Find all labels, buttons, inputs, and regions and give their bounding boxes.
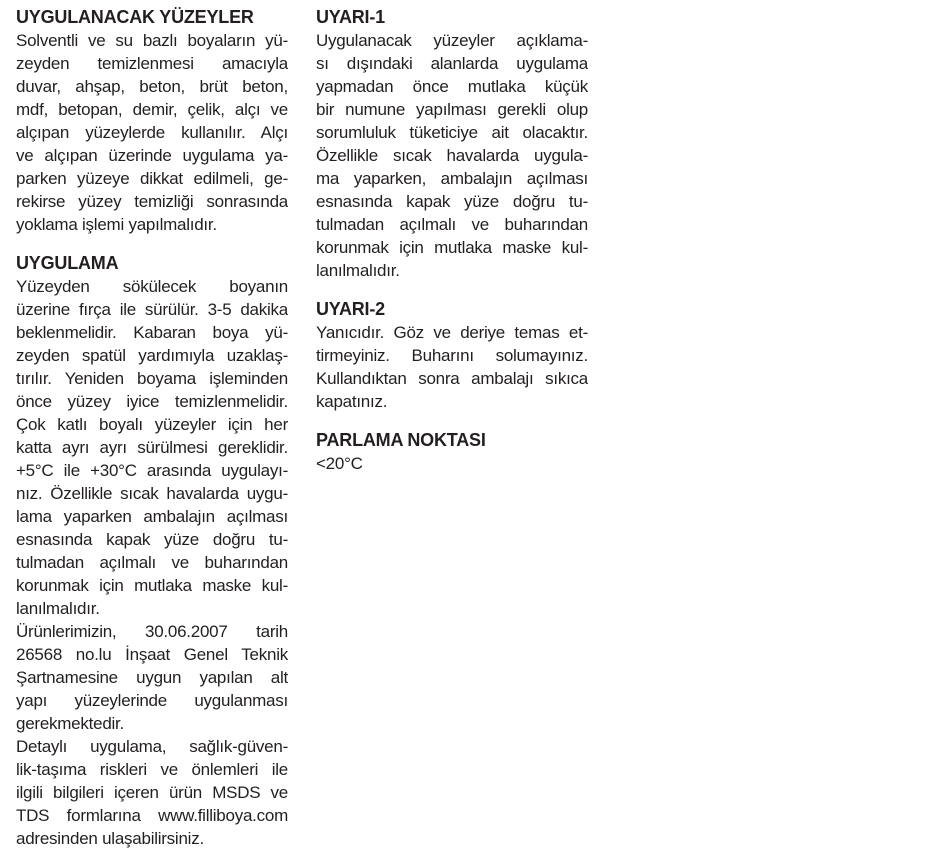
text-line: Detaylı uygulama, sağlık-güven- (16, 737, 288, 756)
section-heading: UYARI-1 (316, 7, 385, 27)
section (16, 6, 288, 236)
text-line: esnasında kapak yüze doğru tu- (16, 530, 288, 549)
text-line: Ürünlerimizin, 30.06.2007 tarih (16, 622, 288, 641)
paragraph (16, 29, 288, 236)
text-line: ma yaparken, ambalajın açılması (316, 169, 588, 188)
text-line: zeyden spatül yardımıyla uzaklaş- (16, 346, 288, 365)
text-line: Özellikle sıcak havalarda uygula- (316, 146, 588, 165)
text-line: yoklama işlemi yapılmalıdır. (16, 215, 217, 234)
text-line: gerekmektedir. (16, 714, 124, 733)
paragraph (316, 29, 588, 282)
paragraph (16, 620, 288, 735)
text-line: üzerine fırça ile sürülür. 3-5 dakika (16, 300, 288, 319)
text-line: Uygulanacak yüzeyler açıklama- (316, 31, 588, 50)
text-line: parken yüzeye dikkat edilmeli, ge- (16, 169, 288, 188)
text-line: sorumluluk tüketiciye ait olacaktır. (316, 123, 588, 142)
text-line: ilgili bilgileri içeren ürün MSDS ve (16, 783, 288, 802)
text-line: önce yüzey iyice temizlenmelidir. (16, 392, 288, 411)
text-line: yapmadan önce mutlaka küçük (316, 77, 588, 96)
text-line: esnasında kapak yüze doğru tu- (316, 192, 588, 211)
text-line: rekirse yüzey temizliği sonrasında (16, 192, 288, 211)
text-line: beklenmelidir. Kabaran boya yü- (16, 323, 288, 342)
paragraph (16, 275, 288, 620)
text-line: duvar, ahşap, beton, brüt beton, (16, 77, 288, 96)
text-line: <20°C (316, 454, 363, 473)
text-line: sı dışındaki alanlarda uygulama (316, 54, 588, 73)
text-line: alçıpan yüzeylerde kullanılır. Alçı (16, 123, 288, 142)
section-heading: UYGULAMA (16, 253, 119, 273)
text-line: lama yaparken ambalajın açılması (16, 507, 288, 526)
text-line: lanılmalıdır. (316, 261, 400, 280)
paragraph (16, 735, 288, 850)
text-line: Solventli ve su bazlı boyaların yü- (16, 31, 288, 50)
text-line: tulmadan açılmalı ve buharından (316, 215, 588, 234)
text-line: nız. Özellikle sıcak havalarda uygu- (16, 484, 288, 503)
section-heading: PARLAMA NOKTASI (316, 430, 486, 450)
text-line: korunmak için mutlaka maske kul- (316, 238, 588, 257)
text-line: 26568 no.lu İnşaat Genel Teknik (16, 645, 288, 664)
text-line: Çok katlı boyalı yüzeyler için her (16, 415, 288, 434)
section-heading: UYARI-2 (316, 299, 385, 319)
text-line: kapatınız. (316, 392, 388, 411)
text-line: bir numune yapılması gerekli olup (316, 100, 588, 119)
text-line: +5°C ile +30°C arasında uygulayı- (16, 461, 288, 480)
section (16, 252, 288, 850)
text-line: yapı yüzeylerinde uygulanması (16, 691, 288, 710)
right-column (316, 6, 588, 491)
text-line: lanılmalıdır. (16, 599, 100, 618)
text-line: ve alçıpan üzerinde uygulama ya- (16, 146, 288, 165)
text-line: lik-taşıma riskleri ve önlemleri ile (16, 760, 288, 779)
text-line: Yüzeyden sökülecek boyanın (16, 277, 288, 296)
text-line: tırılır. Yeniden boyama işleminden (16, 369, 288, 388)
section (316, 429, 588, 475)
text-line: adresinden ulaşabilirsiniz. (16, 829, 204, 848)
text-line: Kullandıktan sonra ambalajı sıkıca (316, 369, 588, 388)
text-line: mdf, betopan, demir, çelik, alçı ve (16, 100, 288, 119)
section (316, 298, 588, 413)
text-line: zeyden temizlenmesi amacıyla (16, 54, 288, 73)
paragraph (316, 321, 588, 413)
text-line: tirmeyiniz. Buharını solumayınız. (316, 346, 588, 365)
text-line: Şartnamesine uygun yapılan alt (16, 668, 288, 687)
text-line: tulmadan açılmalı ve buharından (16, 553, 288, 572)
text-line: katta ayrı ayrı sürülmesi gereklidir. (16, 438, 288, 457)
section-heading: UYGULANACAK YÜZEYLER (16, 7, 254, 27)
text-line: korunmak için mutlaka maske kul- (16, 576, 288, 595)
paragraph (316, 452, 588, 475)
text-line: Yanıcıdır. Göz ve deriye temas et- (316, 323, 588, 342)
left-column (16, 6, 288, 866)
section (316, 6, 588, 282)
text-line: TDS formlarına www.filliboya.com (16, 806, 288, 825)
